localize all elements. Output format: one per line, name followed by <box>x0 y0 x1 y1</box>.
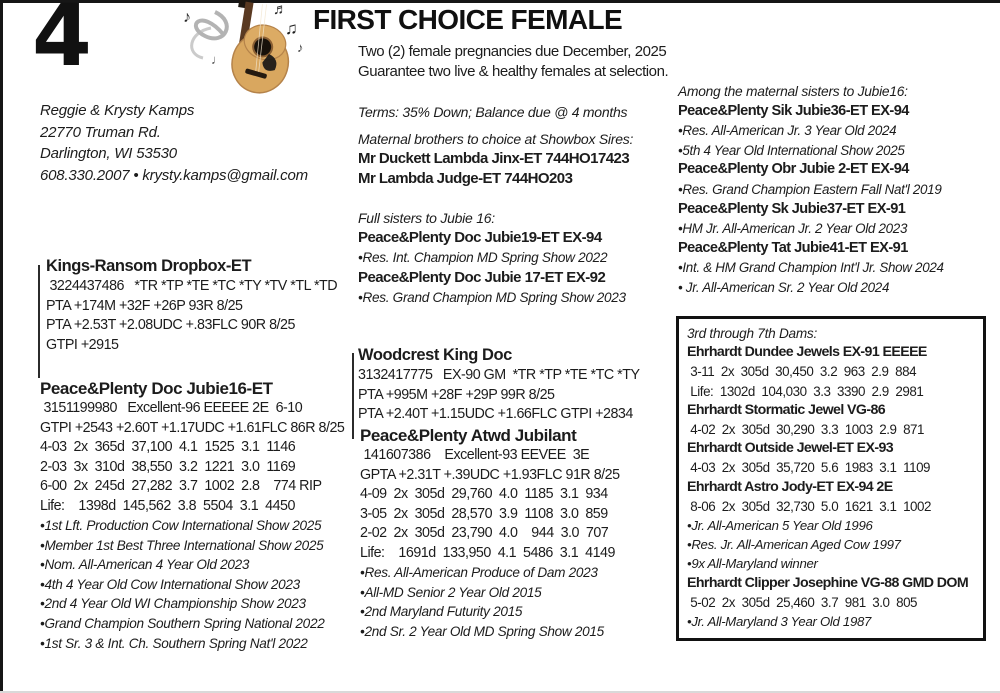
lactation-record-row: 4-03 2x 305d 35,720 5.6 1983 3.1 1109 <box>687 460 931 476</box>
full-sister-name: Peace&Plenty Doc Jubie19-ET EX-94 <box>358 229 602 246</box>
pedigree-connector-line <box>352 353 354 439</box>
sale-intro <box>358 42 668 81</box>
sire-pta-line: PTA +174M +32F +26P 93R 8/25 <box>46 297 243 314</box>
grandsire-pta-line: PTA +995M +28F +29P 99R 8/25 <box>358 386 555 403</box>
maternal-sisters-section <box>678 82 944 298</box>
consignor-city: Darlington, WI 53530 <box>40 145 177 162</box>
lifetime-record-row: Life: 1398d 145,562 3.8 5504 3.1 4450 <box>40 497 295 514</box>
award-bullet: •2nd Sr. 2 Year Old MD Spring Show 2015 <box>360 623 604 639</box>
award-bullet: •HM Jr. All-American Jr. 2 Year Old 2023 <box>678 221 908 237</box>
maternal-sister-name: Peace&Plenty Obr Jubie 2-ET EX-94 <box>678 161 909 178</box>
page-top-rule <box>0 0 1000 3</box>
dam-gtpi-line: GTPI +2543 +2.60T +1.17UDC +1.61FLC 86R 8/25 <box>40 419 345 436</box>
award-bullet: •Res. Grand Champion MD Spring Show 2023 <box>358 289 626 305</box>
dam-block <box>40 378 344 653</box>
maternal-sisters-heading: Among the maternal sisters to Jubie16: <box>678 84 908 99</box>
award-bullet: •Grand Champion Southern Spring National 2022 <box>40 615 325 631</box>
consignor-street: 22770 Truman Rd. <box>40 123 161 141</box>
maternal-sister-name: Peace&Plenty Sik Jubie36-ET EX-94 <box>678 102 909 119</box>
award-bullet: •1st Sr. 3 & Int. Ch. Southern Spring Nat'l 2022 <box>40 635 308 651</box>
award-bullet: •1st Lft. Production Cow International Show 2025 <box>40 518 322 533</box>
granddam-block <box>360 425 620 641</box>
svg-text:♪: ♪ <box>183 9 191 26</box>
award-bullet: •4th 4 Year Old Cow International Show 2023 <box>40 576 300 592</box>
page-left-rule <box>0 0 3 693</box>
lactation-record-row: 4-02 2x 305d 30,290 3.3 1003 2.9 871 <box>687 422 925 438</box>
dam-reg-line: 3151199980 Excellent-96 EEEEE 2E 6-10 <box>40 400 303 416</box>
maternal-brothers-section <box>358 130 633 189</box>
maternal-sister-name: Peace&Plenty Sk Jubie37-ET EX-91 <box>678 200 906 217</box>
award-bullet: •Res. All-American Jr. 3 Year Old 2024 <box>678 123 897 139</box>
granddam-gpta-line: GPTA +2.31T +.39UDC +1.93FLC 91R 8/25 <box>360 466 620 483</box>
award-bullet: • Jr. All-American Sr. 2 Year Old 2024 <box>678 279 890 295</box>
svg-text:♬: ♬ <box>273 1 288 18</box>
intro-line: Guarantee two live & healthy females at selection. <box>358 62 669 80</box>
award-bullet: •Res. Int. Champion MD Spring Show 2022 <box>358 250 608 265</box>
award-bullet: •9x All-Maryland winner <box>687 556 818 572</box>
upper-dam-name: Ehrhardt Stormatic Jewel VG-86 <box>687 401 886 418</box>
sire-block <box>46 256 337 355</box>
full-sisters-section <box>358 209 626 307</box>
consignor-phone-email: 608.330.2007 • krysty.kamps@gmail.com <box>40 166 308 184</box>
maternal-brother-name: Mr Duckett Lambda Jinx-ET 744HO17423 <box>358 150 630 167</box>
full-sister-name: Peace&Plenty Doc Jubie 17-ET EX-92 <box>358 268 606 286</box>
grandsire-name: Woodcrest King Doc <box>358 346 512 364</box>
pedigree-connector-line <box>38 265 40 378</box>
upper-dams-box <box>676 316 986 641</box>
award-bullet: •Res. Jr. All-American Aged Cow 1997 <box>687 537 901 553</box>
lactation-record-row: 8-06 2x 305d 32,730 5.0 1621 3.1 1002 <box>687 498 932 514</box>
award-bullet: •2nd Maryland Futurity 2015 <box>360 604 523 620</box>
sire-pta-line: PTA +2.53T +2.08UDC +.83FLC 90R 8/25 <box>46 317 295 333</box>
lactation-record-row: 2-02 2x 305d 23,790 4.0 944 3.0 707 <box>360 525 609 541</box>
upper-dams-heading: 3rd through 7th Dams: <box>687 326 818 341</box>
grandsire-pta-line: PTA +2.40T +1.15UDC +1.66FLC GTPI +2834 <box>358 406 633 422</box>
upper-dam-name: Ehrhardt Outside Jewel-ET EX-93 <box>687 440 894 457</box>
award-bullet: •2nd 4 Year Old WI Championship Show 2023 <box>40 596 306 612</box>
lactation-record-row: 4-03 2x 365d 37,100 4.1 1525 3.1 1146 <box>40 439 296 455</box>
lactation-record-row: 3-11 2x 305d 30,450 3.2 963 2.9 884 <box>687 364 917 380</box>
upper-dam-name: Ehrhardt Clipper Josephine VG-88 GMD DOM <box>687 574 969 591</box>
sire-name: Kings-Ransom Dropbox-ET <box>46 257 252 275</box>
award-bullet: •All-MD Senior 2 Year Old 2015 <box>360 584 542 600</box>
consignor-contact <box>40 100 308 186</box>
award-bullet: •Member 1st Best Three International Show 2025 <box>40 537 324 553</box>
award-bullet: •Res. All-American Produce of Dam 2023 <box>360 565 598 580</box>
intro-line: Two (2) female pregnancies due December, 2025 <box>358 43 667 60</box>
sire-gtpi-line: GTPI +2915 <box>46 336 119 353</box>
maternal-brothers-heading: Maternal brothers to choice at Showbox Sires: <box>358 131 634 147</box>
granddam-name: Peace&Plenty Atwd Jubilant <box>360 426 577 445</box>
award-bullet: •Res. Grand Champion Eastern Fall Nat'l 2019 <box>678 181 942 197</box>
lactation-record-row: 6-00 2x 245d 27,282 3.7 1002 2.8 774 RIP <box>40 478 322 494</box>
lactation-record-row: 4-09 2x 305d 29,760 4.0 1185 3.1 934 <box>360 486 608 502</box>
consignor-name: Reggie & Krysty Kamps <box>40 102 195 119</box>
lactation-record-row: 3-05 2x 305d 28,570 3.9 1108 3.0 859 <box>360 505 608 522</box>
maternal-brother-name: Mr Lambda Judge-ET 744HO203 <box>358 170 573 187</box>
granddam-reg-line: 141607386 Excellent-93 EEVEE 3E <box>360 447 590 463</box>
terms-line: Terms: 35% Down; Balance due @ 4 months <box>358 104 628 120</box>
page-title: FIRST CHOICE FEMALE <box>313 4 623 35</box>
svg-text:♩: ♩ <box>211 52 224 67</box>
lactation-record-row: 2-03 3x 310d 38,550 3.2 1221 3.0 1169 <box>40 458 296 475</box>
upper-dam-name: Ehrhardt Astro Jody-ET EX-94 2E <box>687 478 893 495</box>
sire-reg-line: 3224437486 *TR *TP *TE *TC *TY *TV *TL *TD <box>46 278 338 294</box>
svg-text:♫: ♫ <box>285 19 298 38</box>
full-sisters-heading: Full sisters to Jubie 16: <box>358 210 495 226</box>
grandsire-block <box>358 345 639 425</box>
award-bullet: •5th 4 Year Old International Show 2025 <box>678 142 905 158</box>
award-bullet: •Nom. All-American 4 Year Old 2023 <box>40 557 250 573</box>
upper-dam-name: Ehrhardt Dundee Jewels EX-91 EEEEE <box>687 344 927 361</box>
lactation-record-row: 5-02 2x 305d 25,460 3.7 981 3.0 805 <box>687 594 918 610</box>
award-bullet: •Jr. All-Maryland 3 Year Old 1987 <box>687 614 872 630</box>
award-bullet: •Jr. All-American 5 Year Old 1996 <box>687 518 873 534</box>
lifetime-record-row: Life: 1302d 104,030 3.3 3390 2.9 2981 <box>687 383 924 399</box>
guitar-music-art-icon <box>181 0 313 95</box>
svg-text:♪: ♪ <box>297 40 304 55</box>
dam-name: Peace&Plenty Doc Jubie16-ET <box>40 379 273 398</box>
maternal-sister-name: Peace&Plenty Tat Jubie41-ET EX-91 <box>678 239 908 256</box>
lot-number: 4 <box>32 0 89 86</box>
lifetime-record-row: Life: 1691d 133,950 4.1 5486 3.1 4149 <box>360 544 615 561</box>
award-bullet: •Int. & HM Grand Champion Int'l Jr. Show 2024 <box>678 260 944 276</box>
grandsire-reg-line: 3132417775 EX-90 GM *TR *TP *TE *TC *TY <box>358 367 640 383</box>
